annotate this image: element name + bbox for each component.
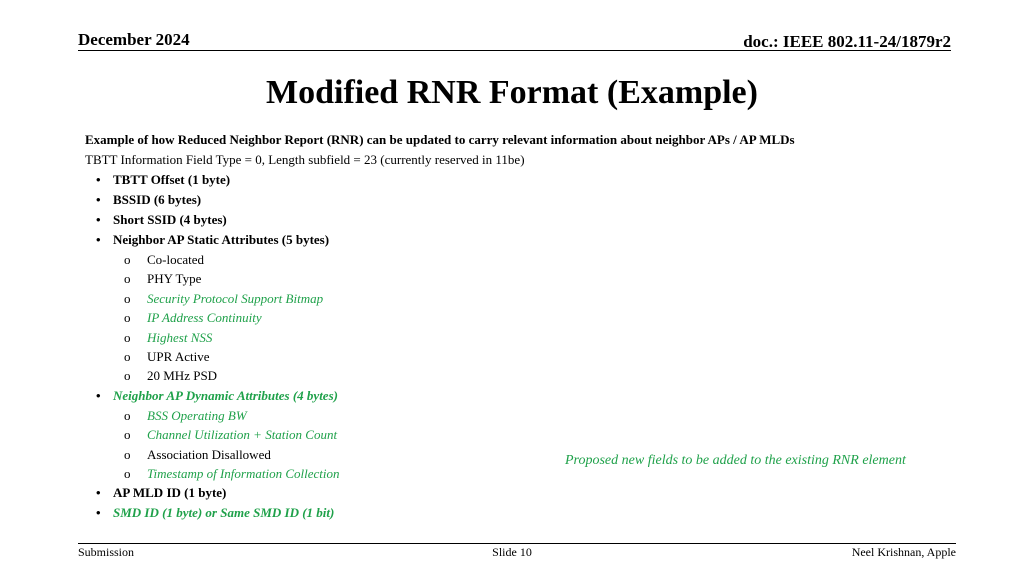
sub-item-text: Channel Utilization + Station Count bbox=[147, 427, 338, 443]
sub-item-text: Security Protocol Support Bitmap bbox=[147, 290, 324, 306]
bullet-static-attributes bbox=[85, 230, 795, 250]
bullet-marker: • bbox=[96, 212, 101, 227]
sub-item-security-bitmap bbox=[85, 289, 795, 308]
footer-slide-number: Slide 10 bbox=[492, 545, 532, 559]
intro-text: Example of how Reduced Neighbor Report (RNR) can be updated to carry relevant information about neighbor APs / AP MLDs bbox=[85, 132, 795, 147]
footer-author: Neel Krishnan, Apple bbox=[851, 545, 956, 559]
sub-item-text: BSS Operating BW bbox=[147, 407, 247, 423]
bullet-short-ssid bbox=[85, 210, 795, 230]
sub-marker: o bbox=[124, 427, 131, 443]
bullet-text: TBTT Offset (1 byte) bbox=[113, 172, 231, 187]
header-divider bbox=[78, 50, 951, 51]
sub-marker: o bbox=[124, 446, 131, 462]
bullet-dynamic-attributes bbox=[85, 386, 795, 406]
sub-marker: o bbox=[124, 290, 131, 306]
bullet-text: Neighbor AP Dynamic Attributes (4 bytes) bbox=[113, 387, 338, 403]
bullet-tbtt-offset bbox=[85, 170, 795, 190]
sub-item-text: Association Disallowed bbox=[147, 446, 271, 462]
bullet-marker: • bbox=[96, 192, 101, 207]
sub-item-text: 20 MHz PSD bbox=[147, 368, 218, 384]
sub-marker: o bbox=[124, 329, 131, 345]
sub-item-phy-type bbox=[85, 269, 795, 288]
tbtt-info-text: TBTT Information Field Type = 0, Length subfield = 23 (currently reserved in 11be) bbox=[85, 152, 525, 167]
header-date: December 2024 bbox=[78, 30, 190, 49]
sub-marker: o bbox=[124, 407, 131, 423]
bullet-text: Short SSID (4 bytes) bbox=[113, 212, 227, 227]
sub-marker: o bbox=[124, 348, 131, 364]
sub-item-text: Highest NSS bbox=[147, 329, 213, 345]
sub-item-ip-continuity bbox=[85, 308, 795, 327]
bullet-marker: • bbox=[96, 232, 101, 247]
sub-item-text: UPR Active bbox=[147, 348, 210, 364]
bullet-smd-id bbox=[85, 503, 795, 523]
sub-item-text: Co-located bbox=[147, 252, 205, 267]
bullet-text: SMD ID (1 byte) or Same SMD ID (1 bit) bbox=[113, 505, 335, 521]
footer-divider bbox=[78, 543, 956, 544]
sub-item-text: Timestamp of Information Collection bbox=[147, 465, 340, 481]
bullet-marker: • bbox=[96, 505, 101, 521]
bullet-marker: • bbox=[96, 172, 101, 187]
bullet-text: AP MLD ID (1 byte) bbox=[113, 485, 227, 501]
sub-item-20mhz-psd bbox=[85, 366, 795, 385]
sub-marker: o bbox=[124, 252, 131, 267]
footer-submission: Submission bbox=[78, 545, 135, 559]
bullet-marker: • bbox=[96, 387, 101, 403]
sub-item-text: PHY Type bbox=[147, 271, 202, 287]
bullet-text: Neighbor AP Static Attributes (5 bytes) bbox=[113, 232, 330, 247]
bullet-bssid bbox=[85, 190, 795, 210]
sub-marker: o bbox=[124, 368, 131, 384]
header-doc-id: doc.: IEEE 802.11-24/1879r2 bbox=[743, 32, 951, 51]
sub-item-text: IP Address Continuity bbox=[147, 310, 262, 326]
sub-item-co-located bbox=[85, 250, 795, 269]
sub-item-bss-operating-bw bbox=[85, 406, 795, 425]
sub-marker: o bbox=[124, 465, 131, 481]
bullet-marker: • bbox=[96, 485, 101, 501]
sub-item-channel-utilization bbox=[85, 425, 795, 444]
sub-item-upr-active bbox=[85, 347, 795, 366]
bullet-ap-mld-id bbox=[85, 483, 795, 503]
slide-title: Modified RNR Format (Example) bbox=[266, 74, 758, 111]
bullet-text: BSSID (6 bytes) bbox=[113, 192, 202, 207]
sub-item-highest-nss bbox=[85, 328, 795, 347]
sub-marker: o bbox=[124, 271, 131, 287]
proposed-fields-note: Proposed new fields to be added to the existing RNR element bbox=[565, 453, 906, 468]
sub-marker: o bbox=[124, 310, 131, 326]
